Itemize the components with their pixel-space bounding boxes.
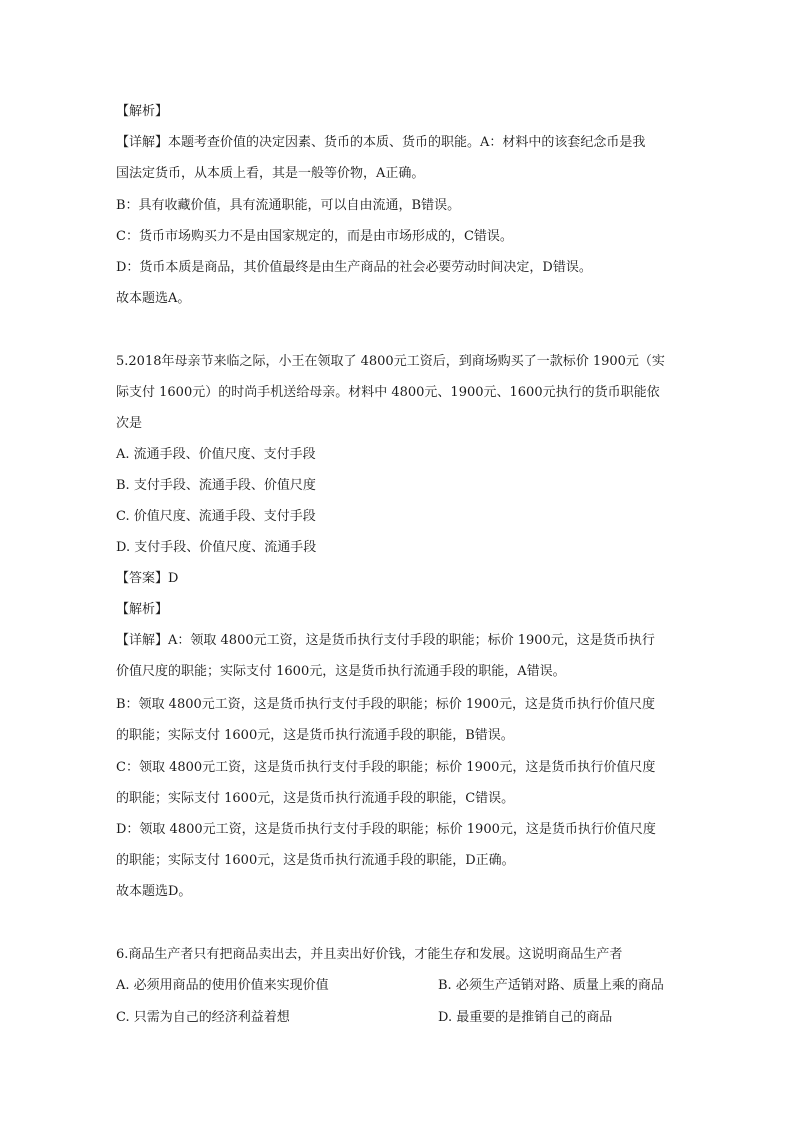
question-stem: 6.商品生产者只有把商品卖出去，并且卖出好价钱，才能生存和发展。这说明商品生产者 — [116, 947, 623, 962]
question-stem: 次是 — [116, 416, 143, 431]
option-b: B. 支付手段、流通手段、价值尺度 — [116, 478, 316, 493]
detail-line: 【详解】A：领取 4800元工资，这是货币执行支付手段的职能；标价 1900元，这是货币执行 — [116, 633, 655, 648]
detail-line: 国法定货币，从本质上看，其是一般等价物，A正确。 — [116, 166, 425, 181]
option-c: C. 只需为自己的经济利益着想 — [116, 1010, 290, 1025]
option-b: B. 必须生产适销对路、质量上乘的商品 — [438, 978, 664, 993]
detail-line: 的职能；实际支付 1600元，这是货币执行流通手段的职能，C错误。 — [116, 791, 515, 806]
conclusion-line: 故本题选A。 — [116, 291, 191, 306]
detail-line: 的职能；实际支付 1600元，这是货币执行流通手段的职能，D正确。 — [116, 853, 515, 868]
question-stem: 际支付 1600元）的时尚手机送给母亲。材料中 4800元、1900元、1600元执行的货币职能依 — [116, 385, 660, 400]
option-a: A. 流通手段、价值尺度、支付手段 — [116, 447, 316, 462]
option-a: A. 必须用商品的使用价值来实现价值 — [116, 978, 329, 993]
conclusion-line: 故本题选D。 — [116, 884, 192, 899]
question-stem: 5.2018年母亲节来临之际，小王在领取了 4800元工资后，到商场购买了一款标价 1900元（实 — [116, 354, 665, 369]
detail-line: 的职能；实际支付 1600元，这是货币执行流通手段的职能，B错误。 — [116, 728, 514, 743]
analysis-label: 【解析】 — [116, 104, 169, 119]
detail-line: B：具有收藏价值，具有流通职能，可以自由流通，B错误。 — [116, 198, 461, 213]
option-d: D. 支付手段、价值尺度、流通手段 — [116, 540, 317, 555]
option-d: D. 最重要的是推销自己的商品 — [438, 1010, 613, 1025]
detail-line: D：领取 4800元工资，这是货币执行支付手段的职能；标价 1900元，这是货币执行价值尺度 — [116, 822, 656, 837]
option-c: C. 价值尺度、流通手段、支付手段 — [116, 509, 316, 524]
answer-line: 【答案】D — [116, 571, 179, 586]
analysis-label: 【解析】 — [116, 602, 169, 617]
detail-line: C：货币市场购买力不是由国家规定的，而是由市场形成的，C错误。 — [116, 229, 513, 244]
detail-line: C：领取 4800元工资，这是货币执行支付手段的职能；标价 1900元，这是货币执行价值尺度 — [116, 760, 656, 775]
detail-line: D：货币本质是商品，其价值最终是由生产商品的社会必要劳动时间决定，D错误。 — [116, 260, 592, 275]
detail-line: B：领取 4800元工资，这是货币执行支付手段的职能；标价 1900元，这是货币执行价值尺度 — [116, 697, 655, 712]
detail-line: 【详解】本题考查价值的决定因素、货币的本质、货币的职能。A：材料中的该套纪念币是我 — [116, 135, 646, 150]
detail-line: 价值尺度的职能；实际支付 1600元，这是货币执行流通手段的职能，A错误。 — [116, 664, 566, 679]
